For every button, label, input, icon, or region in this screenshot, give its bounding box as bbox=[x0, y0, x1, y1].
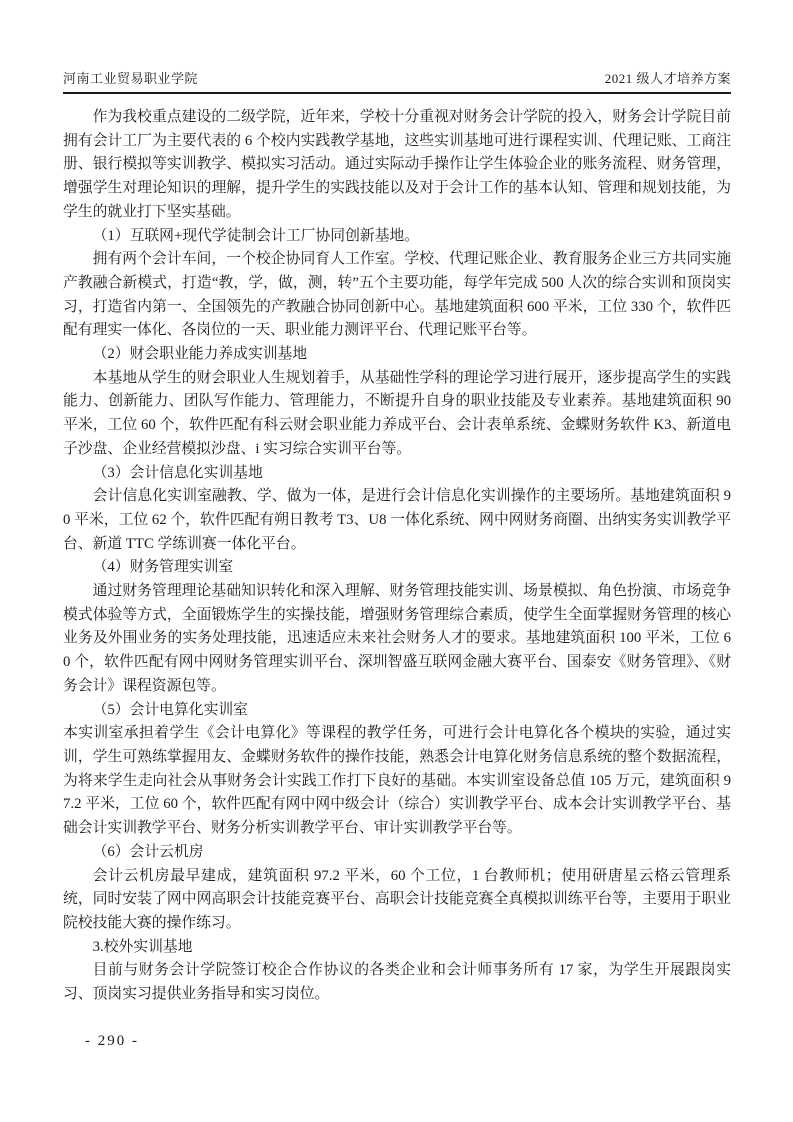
base-6-heading: （6）会计云机房 bbox=[92, 843, 204, 860]
header-document-title: 2021 级人才培养方案 bbox=[604, 71, 731, 86]
base-4-description: 通过财务管理理论基础知识转化和深入理解、财务管理技能实训、场景模拟、角色扮演、市场竞争模式体验等方式，全面锻炼学生的实操技能，增强财务管理综合素质，使学生全面掌握财务管理的核心业务及外围业务的实务处理技能，迅速适应未来社会财务人才的要求。基地建筑面积 100 平米，工位 60 个，软件匹配有网中网财务管理实训平台、深圳智盛互联网金融大赛平台、国泰安《财务管理》、《财务会计》课程资源包等。 bbox=[63, 583, 731, 694]
base-1-description: 拥有两个会计车间，一个校企协同育人工作室。学校、代理记账企业、教育服务企业三方共同实施产教融合新模式，打造“教，学，做，测，转”五个主要功能，每学年完成 500 人次的综合实训和顶岗实习，打造省内第一、全国领先的产教融合协同创新中心。基地建筑面积 600 平米，工位 330 个，软件匹配有理实一体化、各岗位的一天、职业能力测评平台、代理记账平台等。 bbox=[63, 251, 731, 339]
header-school-name: 河南工业贸易职业学院 bbox=[63, 71, 199, 86]
base-6-description: 会计云机房最早建成，建筑面积 97.2 平米，60 个工位，1 台教师机；使用研唐星云格云管理系统，同时安装了网中网高职会计技能竞赛平台、高职会计技能竞赛全真模拟训练平台等，主要用于职业院校技能大赛的操作练习。 bbox=[63, 867, 731, 931]
intro-paragraph: 作为我校重点建设的二级学院，近年来，学校十分重视对财务会计学院的投入，财务会计学院目前拥有会计工厂为主要代表的 6 个校内实践教学基地，这些实训基地可进行课程实训、代理记账、工商注册、银行模拟等实训教学、模拟实习活动。通过实际动手操作让学生体验企业的账务流程、财务管理，增强学生对理论知识的理解，提升学生的实践技能以及对于会计工作的基本认知、管理和规划技能，为学生的就业打下坚实基础。 bbox=[63, 109, 731, 220]
base-2-description: 本基地从学生的财会职业人生规划着手，从基础性学科的理论学习进行展开，逐步提高学生的实践能力、创新能力、团队写作能力、管理能力，不断提升自身的职业技能及专业素养。基地建筑面积 90 平米，工位 60 个，软件匹配有科云财会职业能力养成平台、会计表单系统、金蝶财务软件 K3、新道电子沙盘、企业经营模拟沙盘、i 实习综合实训平台等。 bbox=[63, 369, 731, 457]
base-5-description: 本实训室承担着学生《会计电算化》等课程的教学任务，可进行会计电算化各个模块的实验，通过实训，学生可熟练掌握用友、金蝶财务软件的操作技能，熟悉会计电算化财务信息系统的整个数据流程，为将来学生走向社会从事财务会计实践工作打下良好的基础。本实训室设备总值 105 万元，建筑面积 97.2 平米，工位 60 个，软件匹配有网中网中级会计（综合）实训教学平台、成本会计实训教学平台、基础会计实训教学平台、财务分析实训教学平台、审计实训教学平台等。 bbox=[63, 725, 731, 837]
base-5-heading: （5）会计电算化实训室 bbox=[92, 701, 248, 718]
document-body bbox=[63, 106, 731, 1007]
section-3-description: 目前与财务会计学院签订校企合作协议的各类企业和会计师事务所有 17 家，为学生开展跟岗实习、顶岗实习提供业务指导和实习岗位。 bbox=[63, 962, 731, 1003]
base-3-description: 会计信息化实训室融教、学、做为一体，是进行会计信息化实训操作的主要场所。基地建筑面积 90 平米，工位 62 个，软件匹配有朔日教考 T3、U8 一体化系统、网中网财务商圈、出纳实务实训教学平台、新道 TTC 学练训赛一体化平台。 bbox=[63, 488, 731, 552]
section-3-heading: 3.校外实训基地 bbox=[92, 938, 193, 955]
page-header bbox=[63, 70, 731, 94]
base-4-heading: （4）财务管理实训室 bbox=[92, 559, 234, 576]
base-1-heading: （1）互联网+现代学徒制会计工厂协同创新基地。 bbox=[92, 227, 420, 244]
base-3-heading: （3）会计信息化实训基地 bbox=[92, 464, 263, 481]
page-footer bbox=[85, 1033, 139, 1050]
page-number: - 290 - bbox=[85, 1033, 139, 1049]
base-2-heading: （2）财会职业能力养成实训基地 bbox=[92, 346, 308, 363]
